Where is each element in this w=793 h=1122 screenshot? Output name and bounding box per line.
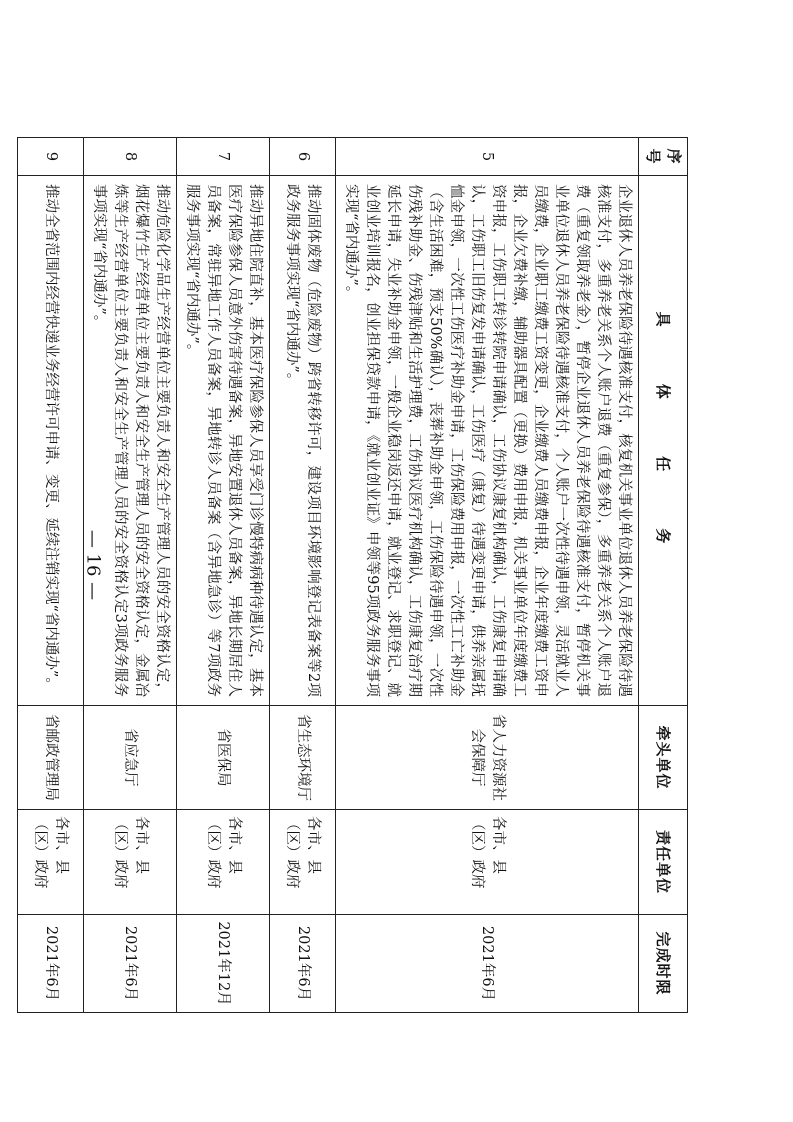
row-num: 5 xyxy=(336,138,639,176)
header-responsible-unit: 责任单位 xyxy=(639,810,688,915)
row-responsible-unit: 各市、县（区）政府 xyxy=(336,810,639,915)
row-responsible-unit: 各市、县（区）政府 xyxy=(270,810,336,915)
row-num: 6 xyxy=(270,138,336,176)
header-task-label: 具 体 任 务 xyxy=(654,311,673,570)
row-deadline: 2021年12月 xyxy=(177,915,270,1013)
row-task: 推动异地住院直补，基本医疗保险参保人员享受门诊慢特病病种待遇认定，基本医疗保险参保人员意外伤害待遇备案，异地安置退休人员备案，异地长期居住人员备案，常驻异地工作人员备案，异地转诊人员备案（含异地急诊）等7项政务服务事项实现“省内通办”。 xyxy=(177,176,270,706)
row-lead-unit: 省人力资源社会保障厅 xyxy=(336,706,639,810)
row-deadline: 2021年6月 xyxy=(270,915,336,1013)
table-row xyxy=(270,138,336,1013)
row-task: 企业退休人员养老保险待遇核准支付，核复机关事业单位退休人员养老保险待遇核准支付，多重养老关系个人账户退费（重复参保），多重养老关系个人账户退费（重复领取养老金），暂停企业退休人员养老保险待遇核准支付，暂停机关事业单位退休人员养老保险待遇核准支付，个人账户一次性待遇申领，灵活就业人员缴费，企业职工缴费工资变更，企业缴费人员缴费申报，企业年度缴费工资申报，企业欠费补缴，辅助器具配置（更换）费用申报，机关事业单位年度缴费工资申报，工伤职工转诊转院申请确认，工伤协议康复机构确认，工伤康复申请确认，工伤职工旧伤复发申请确认，工伤医疗（康复）待遇变更申请，供养亲属抚恤金申领，一次性工伤医疗补助金申请，工伤保险费用申报，一次性工亡补助金（含生活困难，预支50%确认），丧葬补助金申领，工伤保险待遇申领，一次性伤残补助金、伤残津贴和生活护理费，工伤协议医疗机构确认，工伤康复治疗期延长申请，失业补助金申领，一般企业稳岗返还申请，就业登记、求职登记、就业创业培训报名，创业担保贷款申请，《就业创业证》申领等95项政务服务事项实现“省内通办”。 xyxy=(336,176,639,706)
row-responsible-unit: 各市、县（区）政府 xyxy=(84,810,177,915)
row-task: 推动全省范围内经营快递业务经营许可申请、变更、延续注销实现“省内通办”。 xyxy=(18,176,84,706)
header-task xyxy=(639,176,688,706)
header-deadline: 完成时限 xyxy=(639,915,688,1013)
page-number-container xyxy=(78,520,108,610)
table-row xyxy=(336,138,639,1013)
row-num: 8 xyxy=(84,138,177,176)
table-row xyxy=(177,138,270,1013)
row-task: 推动固体废物（危险废物）跨省转移许可，建设项目环境影响登记表备案等2项政务服务事项实现“省内通办”。 xyxy=(270,176,336,706)
row-lead-unit: 省生态环境厅 xyxy=(270,706,336,810)
header-num: 序号 xyxy=(639,138,688,176)
row-deadline: 2021年6月 xyxy=(84,915,177,1013)
table-header-row xyxy=(639,138,688,1013)
header-lead-unit: 牵头单位 xyxy=(639,706,688,810)
row-lead-unit: 省邮政管理局 xyxy=(18,706,84,810)
row-lead-unit: 省医保局 xyxy=(177,706,270,810)
table-row xyxy=(18,138,84,1013)
row-deadline: 2021年6月 xyxy=(336,915,639,1013)
row-deadline: 2021年6月 xyxy=(18,915,84,1013)
page-number: — 16 — xyxy=(82,529,104,601)
row-num: 9 xyxy=(18,138,84,176)
row-responsible-unit: 各市、县（区）政府 xyxy=(18,810,84,915)
tasks-table xyxy=(17,137,688,1013)
row-lead-unit: 省应急厅 xyxy=(84,706,177,810)
row-num: 7 xyxy=(177,138,270,176)
row-responsible-unit: 各市、县（区）政府 xyxy=(177,810,270,915)
row-task: 推动危险化学品生产经营单位主要负责人和安全生产管理人员的安全资格认定，烟花爆竹生产经营单位主要负责人和安全生产管理人员的安全资格认定，金属冶炼等生产经营单位主要负责人和安全生产管理人员的安全资格认定3项政务服务事项实现“省内通办”。 xyxy=(84,176,177,706)
